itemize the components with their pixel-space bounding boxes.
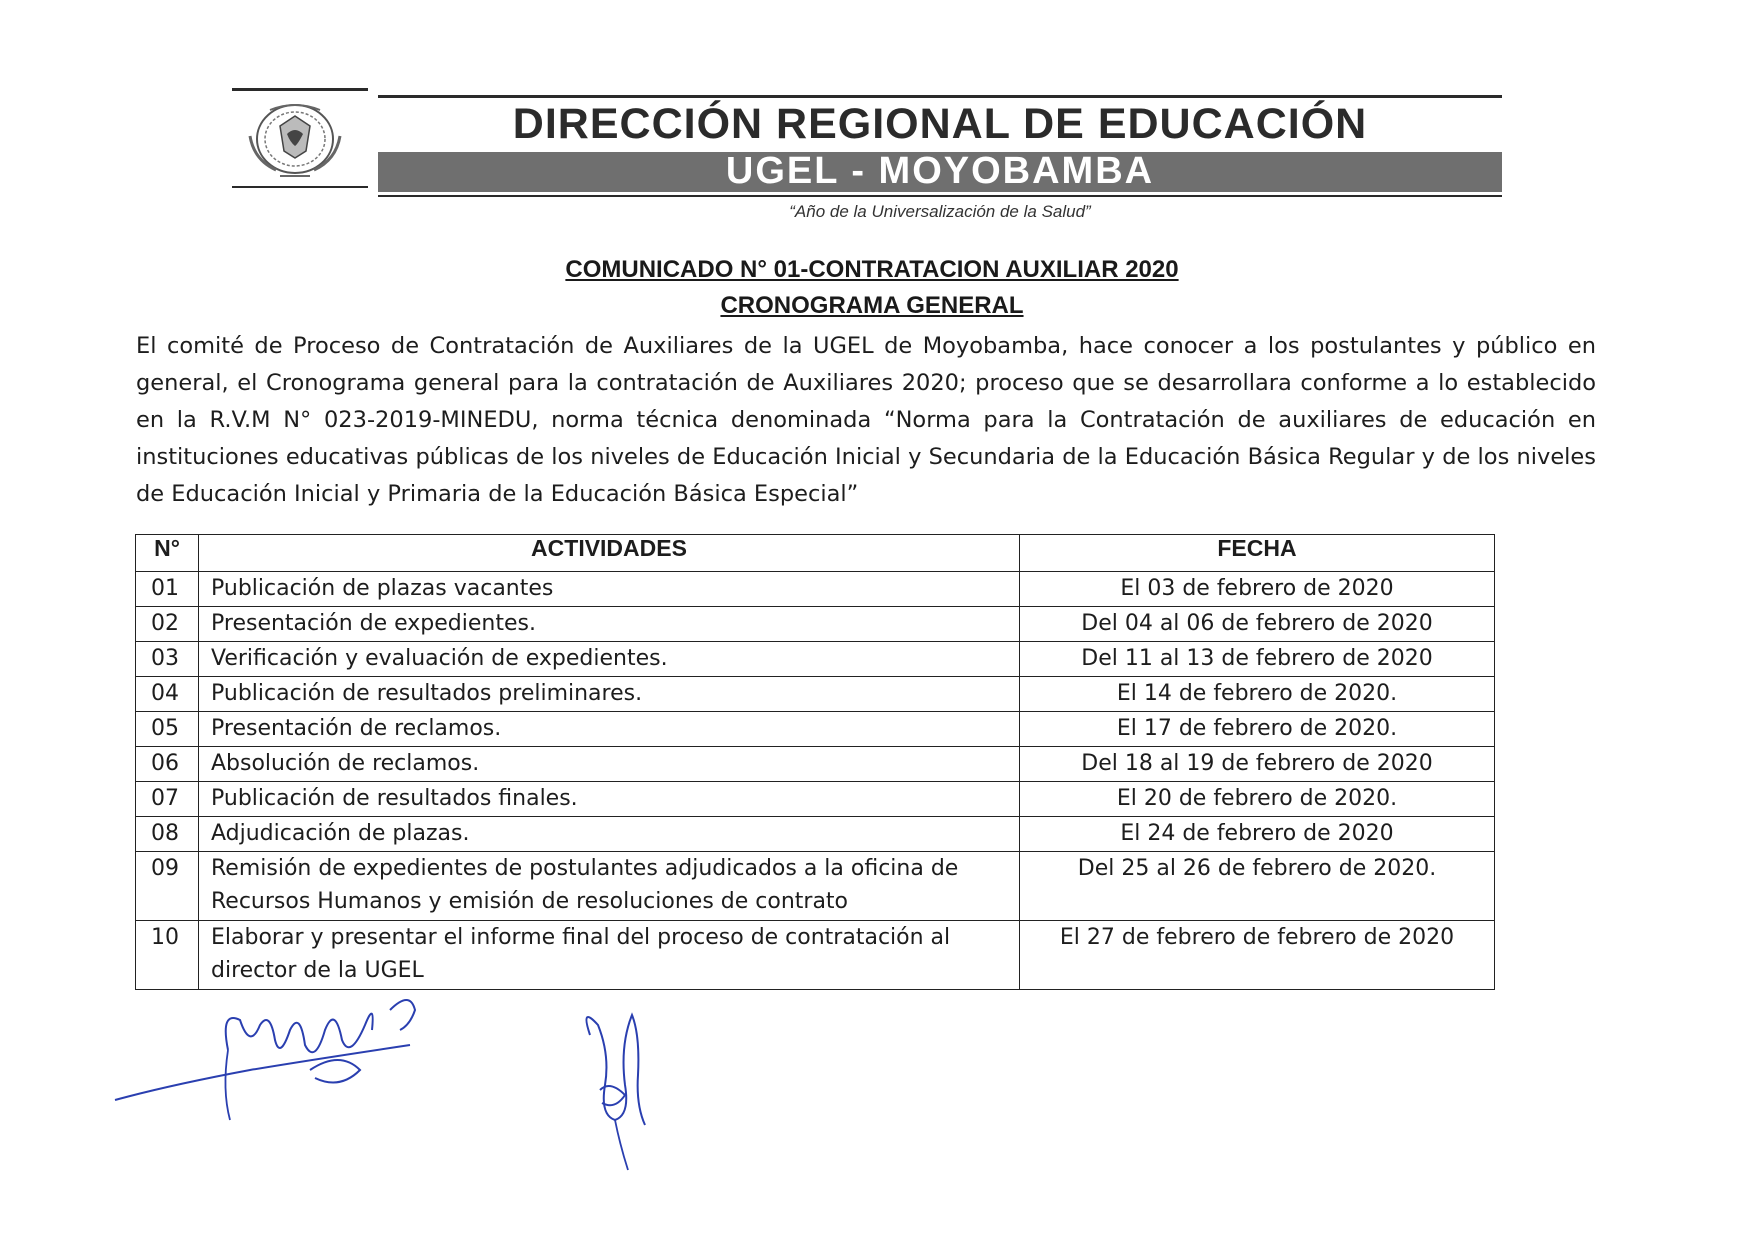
row-number: 04	[136, 677, 199, 712]
table-row	[136, 642, 1495, 677]
regional-seal-icon	[240, 96, 350, 182]
row-activity: Remisión de expedientes de postulantes adjudicados a la oficina de Recursos Humanos y emisión de resoluciones de contrato	[199, 852, 1020, 921]
row-activity: Publicación de plazas vacantes	[199, 572, 1020, 607]
column-header-num: N°	[136, 535, 199, 572]
header-rule	[378, 95, 1502, 98]
table-header-row	[136, 535, 1495, 572]
table-row	[136, 747, 1495, 782]
table-row	[136, 782, 1495, 817]
row-activity: Presentación de expedientes.	[199, 607, 1020, 642]
row-date: Del 04 al 06 de febrero de 2020	[1020, 607, 1495, 642]
row-number: 05	[136, 712, 199, 747]
row-activity: Adjudicación de plazas.	[199, 817, 1020, 852]
signature-right	[570, 995, 660, 1175]
row-date: El 17 de febrero de 2020.	[1020, 712, 1495, 747]
row-number: 08	[136, 817, 199, 852]
signature-left	[110, 990, 430, 1130]
row-activity: Verificación y evaluación de expedientes.	[199, 642, 1020, 677]
header-rule	[232, 88, 368, 91]
row-activity: Publicación de resultados preliminares.	[199, 677, 1020, 712]
row-date: El 24 de febrero de 2020	[1020, 817, 1495, 852]
table-row	[136, 921, 1495, 990]
header-subtitle: UGEL - MOYOBAMBA	[725, 150, 1155, 192]
row-date: El 27 de febrero de febrero de 2020	[1020, 921, 1495, 990]
column-header-activities: ACTIVIDADES	[199, 535, 1020, 572]
row-date: El 03 de febrero de 2020	[1020, 572, 1495, 607]
row-activity: Publicación de resultados finales.	[199, 782, 1020, 817]
row-activity: Elaborar y presentar el informe final del proceso de contratación al director de la UGEL	[199, 921, 1020, 990]
row-number: 02	[136, 607, 199, 642]
row-number: 10	[136, 921, 199, 990]
row-date: El 20 de febrero de 2020.	[1020, 782, 1495, 817]
row-number: 03	[136, 642, 199, 677]
row-date: Del 11 al 13 de febrero de 2020	[1020, 642, 1495, 677]
row-date: Del 25 al 26 de febrero de 2020.	[1020, 852, 1495, 921]
header-rule	[378, 195, 1502, 197]
table-row	[136, 852, 1495, 921]
row-number: 07	[136, 782, 199, 817]
row-date: Del 18 al 19 de febrero de 2020	[1020, 747, 1495, 782]
row-number: 01	[136, 572, 199, 607]
intro-paragraph: El comité de Proceso de Contratación de Auxiliares de la UGEL de Moyobamba, hace conocer a los postulantes y público en general, el Cronograma general para la contratación de Auxiliares 2020; proceso que se desarrollara conforme a lo establecido en la R.V.M N° 023-2019-MINEDU, norma técnica denominada “Norma para la Contratación de auxiliares de educación en instituciones educativas públicas de los niveles de Educación Inicial y Secundaria de la Educación Básica Regular y de los niveles de Educación Inicial y Primaria de la Educación Básica Especial”	[136, 333, 1596, 507]
year-motto: “Año de la Universalización de la Salud”	[789, 202, 1091, 221]
table-row	[136, 712, 1495, 747]
row-date: El 14 de febrero de 2020.	[1020, 677, 1495, 712]
header-title: DIRECCIÓN REGIONAL DE EDUCACIÓN	[512, 100, 1368, 148]
row-number: 06	[136, 747, 199, 782]
table-row	[136, 572, 1495, 607]
row-activity: Absolución de reclamos.	[199, 747, 1020, 782]
schedule-table	[135, 534, 1495, 990]
table-row	[136, 607, 1495, 642]
document-subtitle: CRONOGRAMA GENERAL	[720, 292, 1024, 319]
column-header-date: FECHA	[1020, 535, 1495, 572]
row-number: 09	[136, 852, 199, 921]
document-title: COMUNICADO N° 01-CONTRATACION AUXILIAR 2020	[565, 256, 1179, 283]
row-activity: Presentación de reclamos.	[199, 712, 1020, 747]
header-rule	[232, 186, 368, 188]
table-row	[136, 677, 1495, 712]
table-row	[136, 817, 1495, 852]
